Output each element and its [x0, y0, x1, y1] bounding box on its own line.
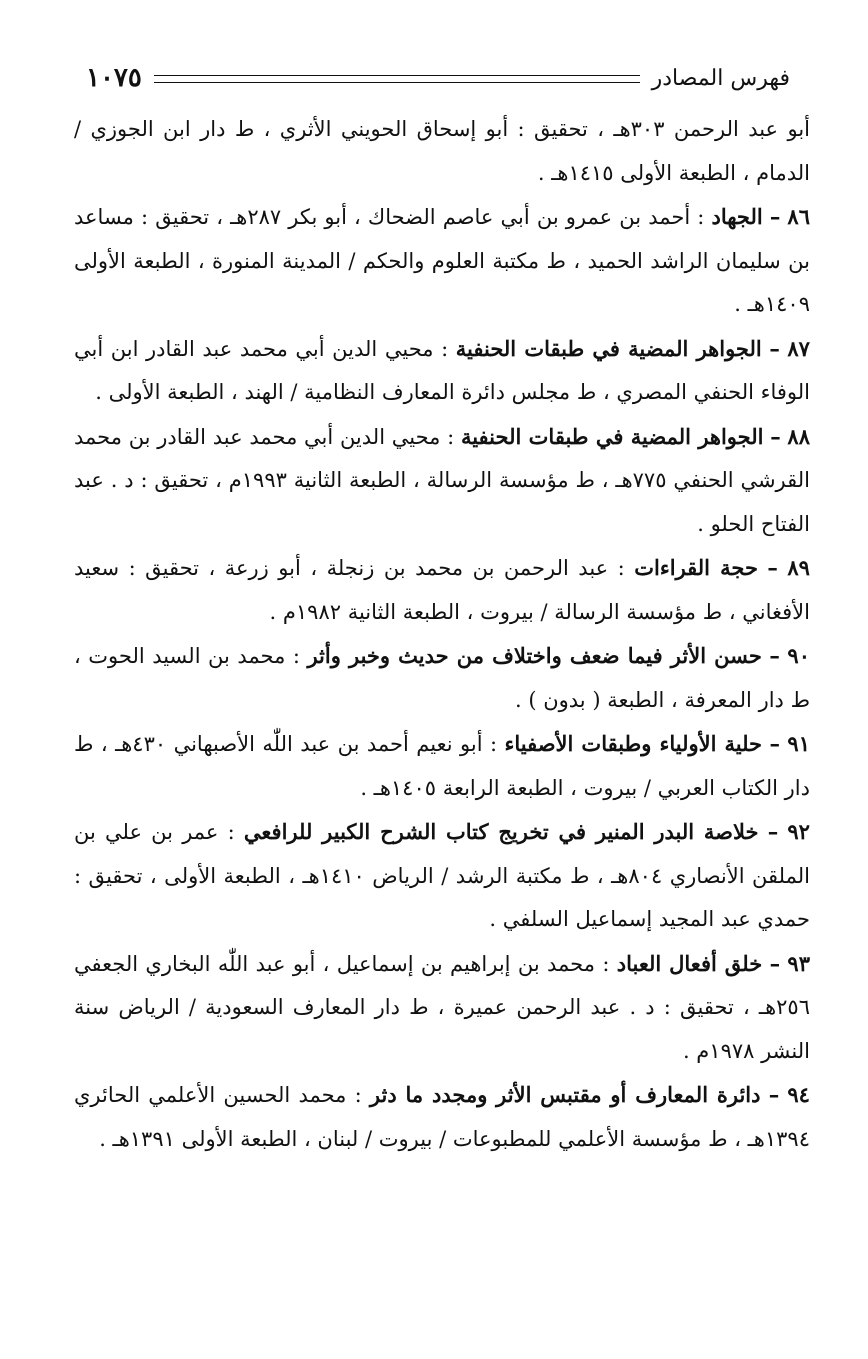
bibliography-entry-continued	[74, 108, 810, 195]
entry-number: ٨٨	[787, 423, 810, 449]
entry-title: خلاصة البدر المنير في تخريج كتاب الشرح الكبير للرافعي	[243, 819, 759, 844]
entry-text: : محيي الدين أبي محمد عبد القادر ابن أبي الوفاء الحنفي المصري ، ط مجلس دائرة المعارف النظامية / الهند ، الطبعة الأولى .	[74, 336, 810, 404]
bibliography-entry	[74, 415, 810, 547]
entry-separator: –	[769, 950, 781, 976]
page-header	[86, 58, 790, 98]
entry-separator: –	[767, 555, 778, 580]
entry-number: ٨٩	[787, 555, 810, 580]
entry-title: الجهاد	[711, 204, 763, 229]
entry-text: : محمد بن إبراهيم بن إسماعيل ، أبو عبد اللّٰه البخاري الجعفي ٢٥٦هـ ، تحقيق : د . عبد الرحمن عميرة ، ط دار المعارف السعودية / الرياض سنة النشر ١٩٧٨م .	[74, 951, 810, 1063]
entry-number: ٩١	[787, 731, 810, 756]
bibliography-list	[74, 108, 810, 1161]
bibliography-entry	[74, 634, 810, 722]
entry-separator: –	[768, 1082, 780, 1107]
entry-text: : محيي الدين أبي محمد عبد القادر بن محمد القرشي الحنفي ٧٧٥هـ ، ط مؤسسة الرسالة ، الطبعة الثانية ١٩٩٣م ، تحقيق : د . عبد الفتاح الحلو .	[74, 424, 810, 536]
entry-separator: –	[769, 335, 780, 361]
entry-number: ٨٦	[787, 204, 810, 229]
entry-text: : محمد بن السيد الحوت ، ط دار المعرفة ، الطبعة ( بدون ) .	[74, 644, 810, 712]
entry-text: : عبد الرحمن بن محمد بن زنجلة ، أبو زرعة ، تحقيق : سعيد الأفغاني ، ط مؤسسة الرسالة / بيروت ، الطبعة الثانية ١٩٨٢م .	[74, 556, 810, 624]
entry-title: خلق أفعال العباد	[616, 950, 763, 976]
entry-separator: –	[770, 423, 781, 449]
entry-separator: –	[767, 819, 779, 844]
header-rule	[154, 75, 640, 83]
bibliography-entry	[74, 327, 810, 415]
entry-title: الجواهر المضية في طبقات الحنفية	[460, 423, 764, 449]
entry-number: ٩٤	[787, 1082, 810, 1107]
page-number: ١٠٧٥	[86, 63, 142, 93]
entry-separator: –	[769, 204, 781, 229]
entry-number: ٩٠	[787, 643, 810, 668]
entry-text: : أبو نعيم أحمد بن عبد اللّٰه الأصبهاني ٤٣٠هـ ، ط دار الكتاب العربي / بيروت ، الطبعة الرابعة ١٤٠٥هـ .	[74, 732, 810, 800]
running-title: فهرس المصادر	[651, 65, 790, 91]
entry-separator: –	[769, 731, 780, 756]
entry-separator: –	[769, 643, 780, 668]
entry-text: : أحمد بن عمرو بن أبي عاصم الضحاك ، أبو بكر ٢٨٧هـ ، تحقيق : مساعد بن سليمان الراشد الحميد ، ط مكتبة العلوم والحكم / المدينة المنورة ، الطبعة الأولى ١٤٠٩هـ .	[74, 205, 810, 316]
bibliography-entry	[74, 722, 810, 810]
entry-number: ٩٢	[787, 819, 810, 844]
entry-text: : عمر بن علي بن الملقن الأنصاري ٨٠٤هـ ، ط مكتبة الرشد / الرياض ١٤١٠هـ ، الطبعة الأولى ، تحقيق : حمدي عبد المجيد إسماعيل السلفي .	[74, 820, 810, 931]
entry-title: حلية الأولياء وطبقات الأصفياء	[504, 731, 763, 756]
entry-title: حجة القراءات	[634, 555, 758, 580]
entry-title: حسن الأثر فيما ضعف واختلاف من حديث وخبر وأثر	[307, 643, 762, 668]
entry-text: أبو عبد الرحمن ٣٠٣هـ ، تحقيق : أبو إسحاق الحويني الأثري ، ط دار ابن الجوزي / الدمام ، الطبعة الأولى ١٤١٥هـ .	[74, 117, 811, 185]
bibliography-entry	[74, 546, 810, 634]
entry-title: الجواهر المضية في طبقات الحنفية	[455, 335, 762, 361]
entry-title: دائرة المعارف أو مقتبس الأثر ومجدد ما دثر	[369, 1082, 761, 1107]
entry-text: : محمد الحسين الأعلمي الحائري ١٣٩٤هـ ، ط مؤسسة الأعلمي للمطبوعات / بيروت / لبنان ، الطبعة الأولى ١٣٩١هـ .	[74, 1083, 810, 1151]
bibliography-entry	[74, 810, 810, 942]
bibliography-entry	[74, 1073, 810, 1161]
bibliography-entry	[74, 942, 810, 1074]
bibliography-entry	[74, 195, 810, 327]
entry-number: ٩٣	[787, 950, 810, 976]
entry-number: ٨٧	[787, 335, 810, 361]
